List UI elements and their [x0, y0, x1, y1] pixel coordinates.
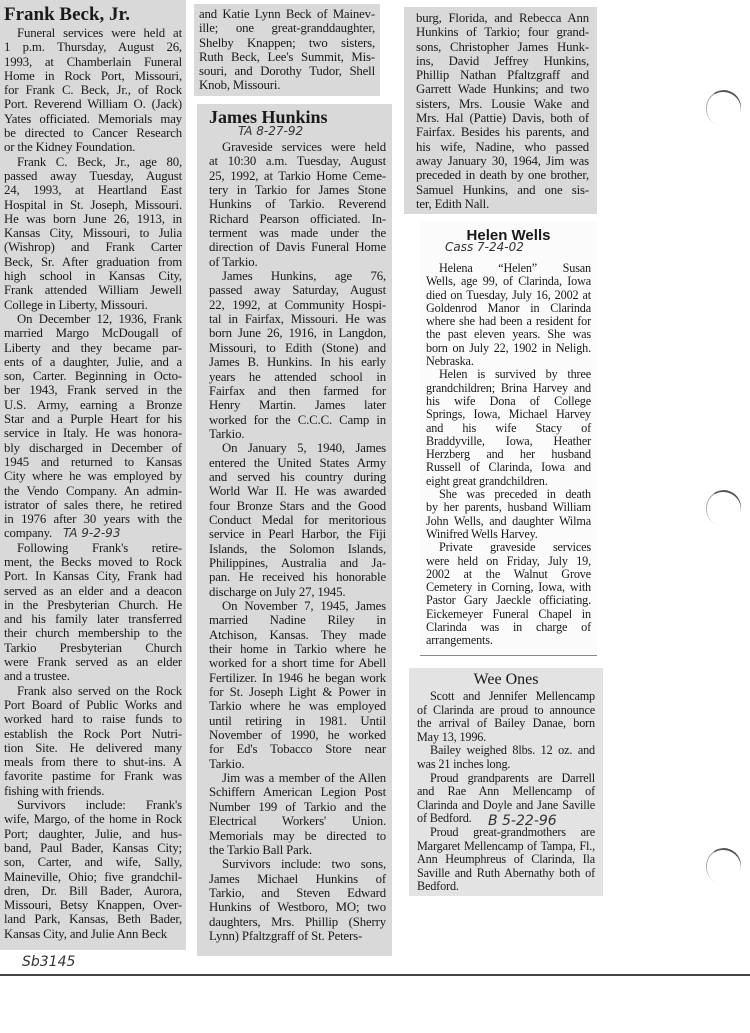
text-line: Eickemeyer Funeral Chapel in: [426, 606, 591, 621]
text-line: establish the Rock Port Nutri-: [4, 726, 182, 741]
text-line: He was born June 26, 1913, in: [4, 211, 182, 226]
text-line: Proud great-grandmothers are: [430, 824, 595, 839]
text-line: years he attended school in: [209, 369, 386, 384]
text-line: high school in Kansas City,: [4, 269, 182, 284]
text-line: Atchison, Kansas. They made: [209, 627, 386, 642]
text-line: Fertilizer. In 1946 he began work: [209, 670, 386, 685]
text-line: Funeral services were held at: [17, 26, 182, 40]
paragraph: [209, 771, 386, 857]
text-line: was 21 inches long.: [417, 756, 511, 771]
text-line: On January 5, 1940, James: [222, 441, 386, 456]
text-line: by her parents, husband William: [426, 500, 591, 515]
text-line: Clarinda was in charge of: [426, 620, 591, 635]
text-line: Following Frank's retire-: [17, 540, 182, 555]
text-line: 1945 and returned to Kansas: [4, 454, 182, 469]
text-line: Number 199 of Tarkio and the: [209, 799, 386, 814]
text-line: pan. He received his honorable: [209, 570, 386, 585]
text-line: Herzberg and her husband: [426, 447, 591, 462]
text-line: Garrett Wade Hunkins; and two: [416, 82, 589, 97]
text-line: Memorials may be directed to: [209, 828, 386, 843]
text-line: their home in Tarkio where he: [209, 642, 386, 657]
article-body: [209, 140, 386, 943]
text-line: sons, Christopher James Hunk-: [416, 39, 589, 54]
text-line: for Frank C. Beck, Jr., of Rock: [4, 83, 182, 98]
text-line: tery in Tarkio for James Stone: [209, 183, 386, 198]
paragraph: [209, 269, 386, 441]
text-line: College in Liberty, Missouri.: [4, 297, 148, 312]
text-line: Tarkio where he was employed: [209, 699, 386, 714]
text-line: his wife, Nadine, who passed: [416, 139, 589, 154]
text-line: for Ed's Tobacco Store near: [209, 742, 386, 757]
text-line: and served his country during: [209, 469, 386, 484]
text-line: and Rae Ann Mellencamp of: [417, 784, 595, 799]
paragraph: [426, 368, 591, 488]
text-line: Clarinda and Doyle and Jane Saville: [417, 797, 595, 812]
text-line: Ann Heumphreus of Clarinda, Ila: [417, 852, 595, 867]
text-line: his wife Dona of College: [426, 393, 591, 408]
handwritten-date-note: B 5-22-96: [488, 813, 557, 829]
text-line: Fairfax and then farmed for: [209, 383, 386, 398]
text-line: Wells, age 99, of Clarinda, Iowa: [426, 274, 591, 289]
text-line: Pastor Gary Jaeckle officiating.: [426, 593, 591, 608]
clipping-helen-wells: [420, 222, 597, 656]
text-line: passed away Tuesday, August: [4, 168, 182, 183]
text-line: Hunkins of Tarkio. Reverend: [209, 197, 386, 212]
text-line: son, Carter, and wife, Sally,: [4, 855, 182, 870]
text-line: ille; one great-granddaughter,: [199, 21, 375, 36]
announcement-title: Wee Ones: [473, 671, 539, 688]
text-line: Proud grandparents are Darrell: [430, 770, 595, 785]
text-line: the Vendo Company. An admin-: [4, 483, 182, 498]
text-line: Helena “Helen” Susan: [439, 261, 591, 275]
text-line: worked for a short time for Abell: [209, 656, 386, 671]
text-line: Tarkio Presbyterian Church: [4, 640, 182, 655]
text-line: worked for the C.C.C. Camp in: [209, 412, 386, 427]
text-line: Hunkins of Tarkio; four grand-: [416, 25, 589, 40]
text-line: and his family later transferred: [4, 612, 182, 627]
text-line: wife, Margo, of the home in Rock: [4, 812, 182, 827]
text-line: terment was made under the: [209, 226, 386, 241]
text-line: Mrs. Hal (Pattie) Davis, both of: [416, 111, 589, 126]
text-line: sisters, Mrs. Lousie Wake and: [416, 96, 589, 111]
paragraph: [4, 684, 182, 798]
text-line: Richard Pearson officiated. In-: [209, 211, 386, 226]
text-line: Survivors include: two sons,: [222, 857, 386, 872]
text-line: Phillip Nathan Pfaltzgraff and: [416, 68, 589, 83]
text-line: tion Site. He delivered many: [4, 740, 182, 755]
obituary-title: James Hunkins: [209, 107, 328, 127]
text-line: Port. In Kansas City, Frank had: [4, 569, 182, 584]
paragraph: [426, 488, 591, 541]
obituary-title: Helen Wells: [466, 227, 551, 244]
article-body: [426, 262, 591, 648]
text-line: company.: [4, 526, 53, 541]
text-line: be directed to Cancer Research: [4, 126, 182, 141]
text-line: for St. Joseph Light & Power in: [209, 685, 386, 700]
text-line: Survivors include: Frank's: [17, 798, 182, 813]
text-line: the Tarkio Ball Park.: [209, 842, 313, 857]
text-line: and his wife Stacy of: [426, 420, 591, 435]
text-line: Saville and Ruth Abernathy both of: [417, 865, 595, 880]
text-line: Ruth Beck, Lee's Summit, Mis-: [199, 49, 375, 64]
text-line: favorite pastime for Frank was: [4, 769, 182, 784]
text-line: Kansas City, Missouri, to Julia: [4, 226, 182, 241]
text-line: Springs, Iowa, Michael Harvey: [426, 407, 591, 422]
text-line: Cemetery in Corning, Iowa, with: [426, 580, 591, 595]
paragraph: [209, 140, 386, 269]
text-line: Port Board of Public Works and: [4, 697, 182, 712]
article-body: [417, 690, 595, 894]
text-line: eight great grandchildren.: [426, 473, 548, 488]
text-line: Islands, the Solomon Islands,: [209, 541, 386, 556]
text-line: Scott and Jennifer Mellencamp: [430, 689, 595, 703]
text-line: meals from there to shut-ins. A: [4, 755, 182, 770]
text-line: service in Pearl Harbor, the Fiji: [209, 527, 386, 542]
text-line: 24, 1993, at Heartland East: [4, 183, 182, 198]
text-line: entered the United States Army: [209, 455, 386, 470]
text-line: preceded in death by one brother,: [416, 168, 589, 183]
paragraph: [416, 11, 589, 211]
text-line: Shelby Knappen; two sisters,: [199, 35, 375, 50]
text-line: Beck, Sr. After graduation from: [4, 254, 182, 269]
text-line: burg, Florida, and Rebecca Ann: [416, 11, 589, 25]
text-line: James Michael Hunkins of: [209, 871, 386, 886]
paragraph: [426, 541, 591, 647]
text-line: 2002 at the Walnut Grove: [426, 566, 591, 581]
text-line: Port; daughter, Julie, and hus-: [4, 826, 182, 841]
text-line: Frank also served on the Rock: [17, 683, 182, 698]
text-line: land Park, Kansas, Beth Bader,: [4, 912, 182, 927]
text-line: daughters, Mrs. Phillip (Sherry: [209, 914, 386, 929]
paragraph: [4, 798, 182, 941]
paragraph: [4, 26, 182, 155]
text-line: at 10:30 a.m. Tuesday, August: [209, 154, 386, 169]
text-line: four Bronze Stars and the Good: [209, 498, 386, 513]
obituary-title: Frank Beck, Jr.: [4, 4, 130, 25]
text-line: Tarkio.: [209, 756, 245, 771]
text-line: fishing with friends.: [4, 783, 105, 798]
text-line: Bedford.: [417, 879, 459, 894]
text-line: Winifred Wells Harvey.: [426, 526, 538, 541]
text-line: 22, 1992, at Community Hospi-: [209, 297, 386, 312]
paragraph: [417, 690, 595, 744]
clipping-james-hunkins-continued: [404, 7, 597, 214]
text-line: Jim was a member of the Allen: [222, 771, 386, 786]
clipping-wee-ones: [409, 668, 603, 896]
text-line: son, Carter. Beginning in Octo-: [4, 369, 182, 384]
text-line: Star and a Purple Heart for his: [4, 412, 182, 427]
text-line: worked hard to raise funds to: [4, 712, 182, 727]
text-line: On December 12, 1936, Frank: [17, 311, 182, 326]
text-line: Goldenrod Manor in Clarinda: [426, 300, 591, 315]
text-line: Henry Martin. James later: [209, 398, 386, 413]
text-line: City where he was employed by: [4, 469, 182, 484]
punch-hole: [701, 485, 746, 531]
text-line: away January 30, 1964, Jim was: [416, 153, 589, 168]
paragraph: [426, 262, 591, 368]
text-line: married Margo McDougall of: [4, 326, 182, 341]
text-line: 25, 1992, at Tarkio Home Ceme-: [209, 168, 386, 183]
text-line: Missouri, Betsy Knappen, Over-: [4, 898, 182, 913]
text-line: May 13, 1996.: [417, 729, 487, 744]
text-line: Samuel Hunkins, and one sis-: [416, 182, 589, 197]
text-line: in the Presbyterian Church. He: [4, 597, 182, 612]
text-line: of Tarkio.: [209, 254, 258, 269]
text-line: Kansas City, and Julie Ann Beck: [4, 926, 167, 941]
text-line: or the Kidney Foundation.: [4, 140, 136, 155]
text-line: James Hunkins, age 76,: [222, 269, 386, 284]
handwritten-date-note: TA 8-27-92: [238, 124, 304, 138]
clipping-james-hunkins: [197, 104, 392, 956]
text-line: Conduct Medal for meritorious: [209, 512, 386, 527]
text-line: served as an elder and a deacon: [4, 583, 182, 598]
text-line: bly discharged in December of: [4, 440, 182, 455]
text-line: Frank C. Beck, Jr., age 80,: [17, 154, 182, 169]
paragraph: [4, 155, 182, 312]
text-line: born June 26, 1916, in Langdon,: [209, 326, 386, 341]
text-line: ents of a daughter, Julie, and a: [4, 354, 182, 369]
text-line: grandchildren; Brina Harvey and: [426, 380, 591, 395]
text-line: and Katie Lynn Beck of Mainev-: [199, 7, 375, 21]
handwritten-page-note: Sb3145: [22, 954, 76, 970]
text-line: ter, Edith Nall.: [416, 196, 490, 211]
clipping-frank-beck-continued: [194, 4, 380, 96]
text-line: Private graveside services: [439, 540, 591, 555]
punch-hole: [701, 85, 746, 131]
text-line: Nebraska.: [426, 354, 474, 369]
text-line: where she had been a resident for: [426, 314, 591, 329]
text-line: Philippines, Australia and Ja-: [209, 555, 386, 570]
text-line: and a trustee.: [4, 669, 70, 684]
paragraph: [209, 599, 386, 771]
text-line: November of 1990, he worked: [209, 728, 386, 743]
text-line: Missouri, to Edith (Stone) and: [209, 340, 386, 355]
text-line: were Frank served as an elder: [4, 655, 182, 670]
text-line: (Wishrop) and Frank Carter: [4, 240, 182, 255]
article-body: [416, 11, 589, 211]
text-line: Maineville, Ohio; five grandchil-: [4, 869, 182, 884]
text-line: until retiring in 1981. Until: [209, 713, 386, 728]
article-body: [199, 7, 375, 93]
text-line: Knob, Missouri.: [199, 78, 281, 93]
paragraph: [199, 7, 375, 93]
text-line: 1 p.m. Thursday, August 26,: [4, 40, 182, 55]
text-line: Electrical Workers' Union.: [209, 814, 386, 829]
text-line: ment, the Becks moved to Rock: [4, 554, 182, 569]
text-line: On November 7, 1945, James: [222, 599, 386, 613]
handwritten-date-note: Cass 7-24-02: [445, 240, 524, 254]
text-line: souri, and Dorothy Tudor, Shell: [199, 64, 375, 79]
text-line: passed away Saturday, August: [209, 283, 386, 298]
text-line: died on Tuesday, July 16, 2002 at: [426, 287, 591, 302]
text-line: Braddyville, Iowa, Heather: [426, 433, 591, 448]
handwritten-date-note: TA 9-2-93: [63, 526, 121, 540]
text-line: Graveside services were held: [222, 140, 386, 154]
text-line: Tarkio, and Steven Edward: [209, 885, 386, 900]
text-line: World War II. He was awarded: [209, 484, 386, 499]
text-line: in 1976 after 30 years with the: [4, 512, 182, 527]
text-line: Helen is survived by three: [439, 367, 591, 382]
text-line: direction of Davis Funeral Home: [209, 240, 386, 255]
text-line: Tarkio.: [209, 426, 245, 441]
text-line: of Bedford.: [417, 811, 472, 826]
text-line: ins, David Jeffrey Hunkins,: [416, 53, 589, 68]
text-line: 1993, at Chamberlain Funeral: [4, 54, 182, 69]
text-line: of Clarinda are proud to announce: [417, 702, 595, 717]
text-line: Bailey weighed 8lbs. 12 oz. and: [430, 743, 595, 758]
text-line: Port. Reverend William O. (Jack): [4, 97, 182, 112]
text-line: James B. Hunkins. In his early: [209, 355, 386, 370]
page-edge: [0, 974, 750, 976]
text-line: Yates officiated. Memorials may: [4, 111, 182, 126]
text-line: ber 1943, Frank served in the: [4, 383, 182, 398]
text-line: discharge on July 27, 1945.: [209, 584, 346, 599]
text-line: Home in Rock Port, Missouri,: [4, 68, 182, 83]
text-line: were held on Friday, July 19,: [426, 553, 591, 568]
text-line: married Nadine Riley in: [209, 613, 386, 628]
text-line: Russell of Clarinda, Iowa and: [426, 460, 591, 475]
text-line: She was preceded in death: [439, 487, 591, 502]
text-line: Frank attended William Jewell: [4, 283, 182, 298]
text-line: service in Italy. He was honora-: [4, 426, 182, 441]
text-line: istrator of sales there, he retired: [4, 497, 182, 512]
text-line: tal in Fairfax, Missouri. He was: [209, 312, 386, 327]
clipping-frank-beck: [0, 0, 186, 950]
text-line: band, Paul Bader, Kansas City;: [4, 840, 182, 855]
paragraph: [4, 541, 182, 684]
text-line: Lynn) Pfaltzgraff of St. Peters-: [209, 928, 363, 943]
text-line: U.S. Army, earning a Bronze: [4, 397, 182, 412]
text-line: arrangements.: [426, 633, 493, 648]
text-line: Schiffern American Legion Post: [209, 785, 386, 800]
text-line: born on July 22, 1902 in Neligh.: [426, 340, 591, 355]
text-line: Hospital in St. Joseph, Missouri.: [4, 197, 182, 212]
paragraph: [209, 857, 386, 943]
text-line: John Wells, and daughter Wilma: [426, 513, 591, 528]
paragraph: [209, 441, 386, 599]
text-line: dren, Dr. Bill Bader, Aurora,: [4, 883, 182, 898]
text-line: their church membership to the: [4, 626, 182, 641]
punch-hole: [701, 843, 746, 889]
text-line: Fairfax. Besides his parents, and: [416, 125, 589, 140]
text-line: the past eleven years. She was: [426, 327, 591, 342]
paragraph: [4, 312, 182, 541]
paragraph: [417, 826, 595, 894]
paragraph: [417, 744, 595, 771]
article-body: [4, 26, 182, 941]
text-line: Margaret Mellencamp of Tampa, Fl.,: [417, 838, 595, 853]
text-line: Hunkins of Westboro, MO; two: [209, 900, 386, 915]
text-line: the arrival of Bailey Danae, born: [417, 716, 595, 731]
text-line: Liberty and they became par-: [4, 340, 182, 355]
